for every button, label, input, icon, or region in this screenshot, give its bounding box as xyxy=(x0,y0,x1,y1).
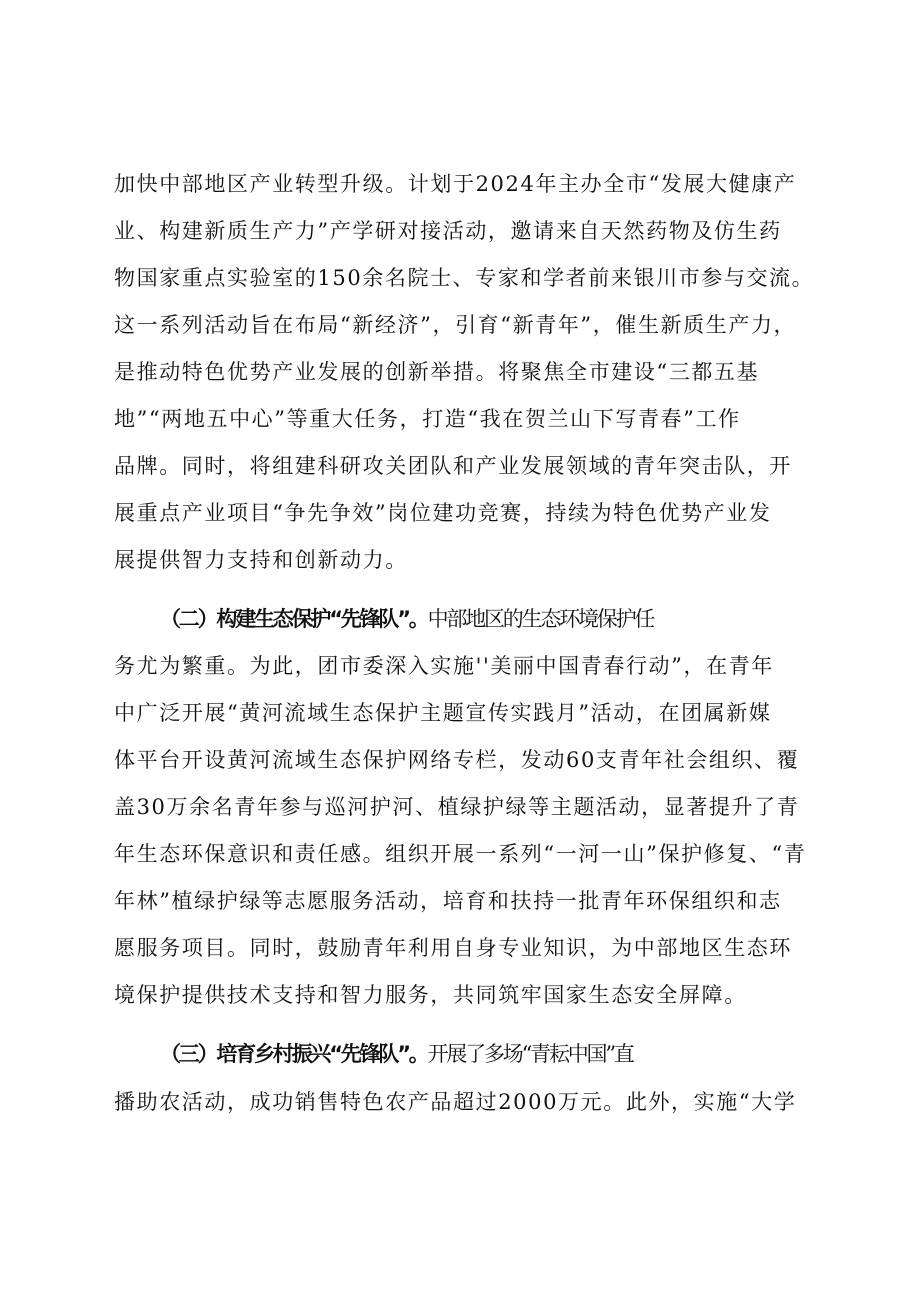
paragraph-3-first-line-text: 开展了多场“青耘中国”直 xyxy=(427,1042,633,1066)
paragraph-2-line-3: 中广泛开展“黄河流域生态保护主题宣传实践月”活动，在团属新媒 xyxy=(114,701,772,725)
paragraph-2-line-9: 境保护提供技术支持和智力服务，共同筑牢国家生态安全屏障。 xyxy=(114,983,747,1007)
paragraph-1-line-2: 业、构建新质生产力”产学研对接活动，邀请来自天然药物及仿生药 xyxy=(114,219,782,243)
paragraph-1-line-3: 物国家重点实验室的150余名院士、专家和学者前来银川市参与交流。 xyxy=(114,266,815,290)
section-heading-rural: （三）培育乡村振兴“先锋队”。 xyxy=(160,1042,428,1066)
paragraph-1-line-9: 展提供智力支持和创新动力。 xyxy=(114,548,408,572)
paragraph-1-line-6: 地”“两地五中心”等重大任务，打造“我在贺兰山下写青春”工作 xyxy=(114,407,741,431)
paragraph-2-first-line xyxy=(160,604,860,634)
paragraph-2-line-7: 年林”植绿护绿等志愿服务活动，培育和扶持一批青年环保组织和志 xyxy=(114,889,782,913)
paragraph-2-line-4: 体平台开设黄河流域生态保护网络专栏，发动60支青年社会组织、覆 xyxy=(114,748,800,772)
paragraph-2-first-line-text: 中部地区的生态环境保护任 xyxy=(427,607,654,631)
paragraph-3-line-2: 播助农活动，成功销售特色农产品超过2000万元。此外，实施“大学 xyxy=(114,1090,797,1114)
paragraph-1-line-1: 加快中部地区产业转型升级。计划于2024年主办全市“发展大健康产 xyxy=(114,172,797,196)
paragraph-3-first-line xyxy=(160,1039,860,1069)
section-heading-ecology: （二）构建生态保护“先锋队”。 xyxy=(160,607,428,631)
paragraph-2-line-2: 务尤为繁重。为此，团市委深入实施''美丽中国青春行动”，在青年 xyxy=(114,654,774,678)
paragraph-1-line-5: 是推动特色优势产业发展的创新举措。将聚焦全市建设“三都五基 xyxy=(114,360,760,384)
paragraph-2-line-5: 盖30万余名青年参与巡河护河、植绿护绿等主题活动，显著提升了青 xyxy=(114,795,800,819)
paragraph-2-line-8: 愿服务项目。同时，鼓励青年利用自身专业知识，为中部地区生态环 xyxy=(114,936,792,960)
paragraph-2-line-6: 年生态环保意识和责任感。组织开展一系列“一河一山”保护修复、“青 xyxy=(114,842,807,866)
paragraph-1-line-7: 品牌。同时，将组建科研攻关团队和产业发展领域的青年突击队，开 xyxy=(114,454,792,478)
paragraph-1-line-8: 展重点产业项目“争先争效”岗位建功竞赛，持续为特色优势产业发 xyxy=(114,501,772,525)
paragraph-1-line-4: 这一系列活动旨在布局“新经济”，引育“新青年”，催生新质生产力， xyxy=(114,313,797,337)
